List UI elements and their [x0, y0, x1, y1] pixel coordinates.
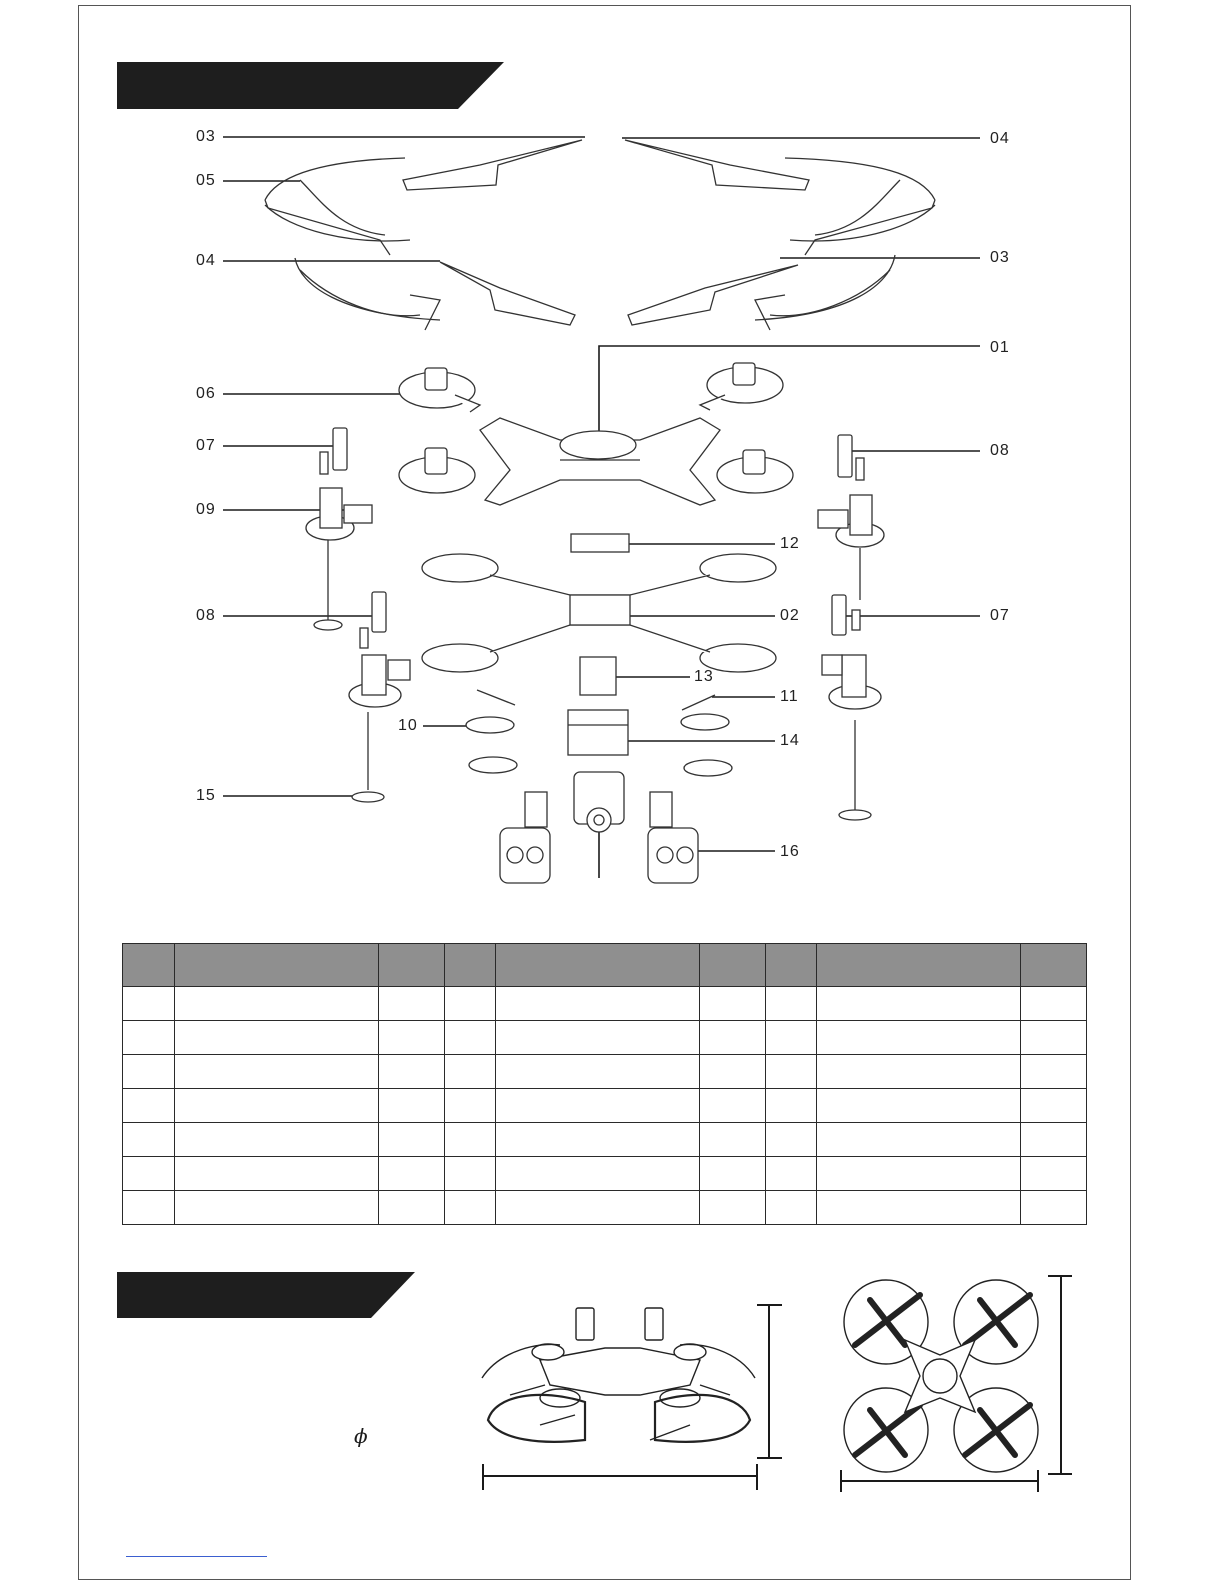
- callout-label: 14: [780, 732, 800, 749]
- callout-label: 08: [196, 607, 216, 624]
- callout-label: 10: [398, 717, 418, 734]
- callout-label: 11: [780, 688, 799, 705]
- drone-top-view: [844, 1280, 1038, 1472]
- diameter-symbol: ϕ: [354, 1424, 368, 1448]
- callout-label: 05: [196, 172, 216, 189]
- callout-label: 07: [990, 607, 1010, 624]
- callout-label: 02: [780, 607, 800, 624]
- footer-link-underline[interactable]: [126, 1556, 267, 1557]
- callout-label: 01: [990, 339, 1010, 356]
- callout-label: 07: [196, 437, 216, 454]
- callout-label: 03: [196, 128, 216, 145]
- callout-label: 15: [196, 787, 216, 804]
- callout-label: 04: [196, 252, 216, 269]
- callout-label: 13: [694, 668, 714, 685]
- callout-label: 06: [196, 385, 216, 402]
- callout-label: 12: [780, 535, 800, 552]
- callout-label: 09: [196, 501, 216, 518]
- callout-label: 08: [990, 442, 1010, 459]
- callout-label: 16: [780, 843, 800, 860]
- callout-label: 04: [990, 130, 1010, 147]
- callout-label: 03: [990, 249, 1010, 266]
- drone-side-view: [482, 1308, 755, 1442]
